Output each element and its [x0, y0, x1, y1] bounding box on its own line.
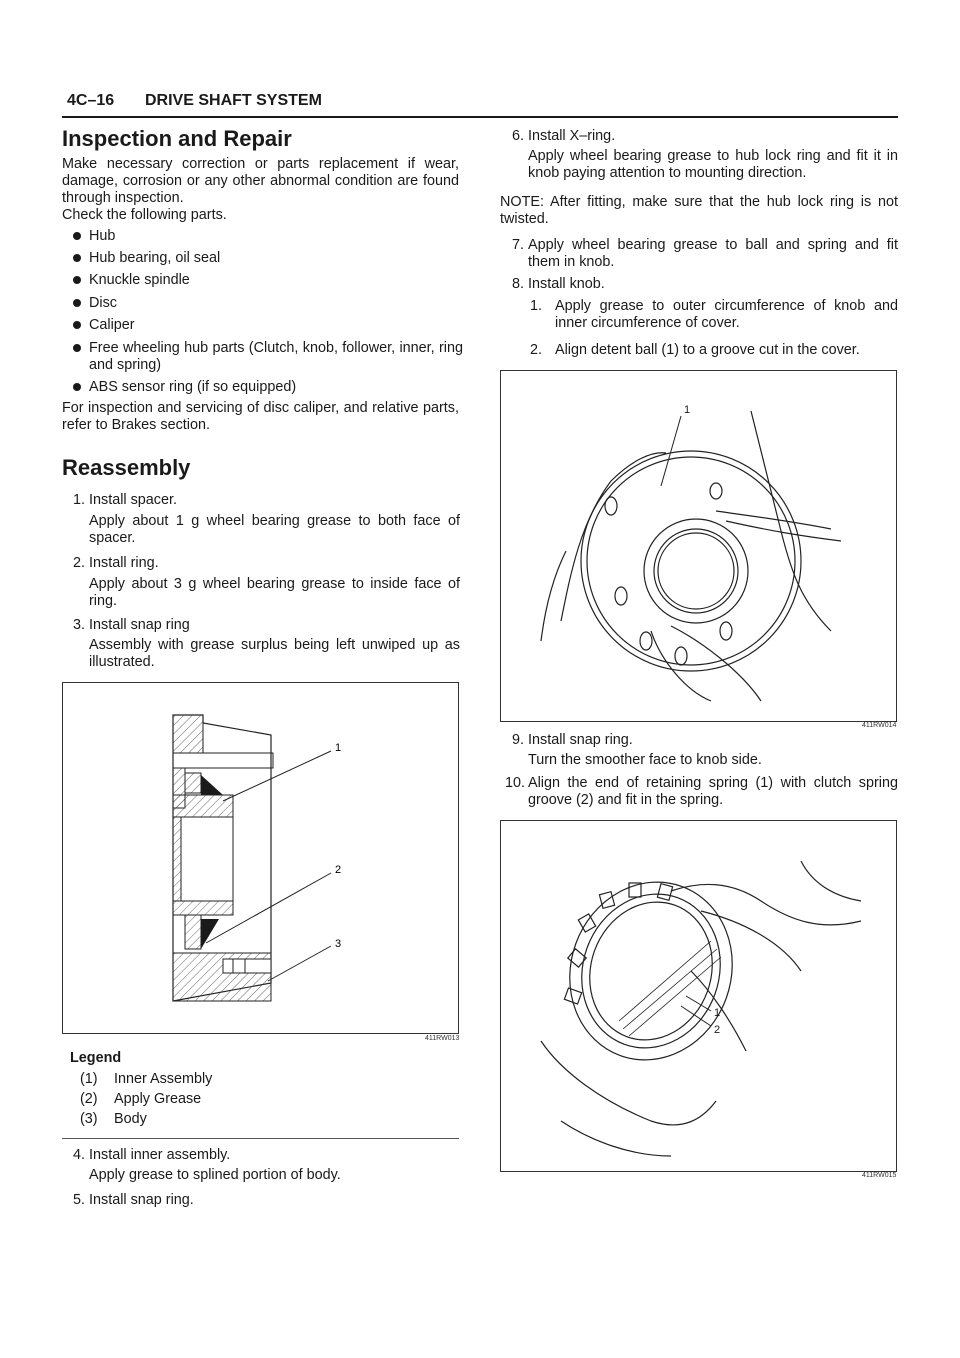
part-item: Hub: [73, 228, 463, 245]
part-item: Hub bearing, oil seal: [73, 250, 463, 267]
substep-number: 1.: [530, 298, 543, 314]
step-title: Install snap ring.: [528, 732, 633, 748]
bullet-icon: [73, 344, 81, 352]
step-detail: Apply grease to splined portion of body.: [89, 1167, 341, 1183]
figure-knob-install: [500, 370, 897, 722]
bullet-icon: [73, 276, 81, 284]
hub-cross-section-drawing: [63, 683, 458, 1033]
legend-label: Apply Grease: [114, 1091, 202, 1107]
part-item: ABS sensor ring (if so equipped): [73, 379, 463, 396]
check-parts-text: Check the following parts.: [62, 207, 227, 223]
figure-caption: 411RW013: [425, 1035, 460, 1042]
figure-hub-cross-section: [62, 682, 459, 1034]
step-title: Install snap ring: [89, 617, 190, 633]
retaining-spring-drawing: [501, 821, 896, 1171]
step-detail: Apply about 1 g wheel bearing grease to both face of spacer.: [89, 513, 460, 546]
step-detail: Turn the smoother face to knob side.: [528, 752, 762, 768]
refer-text: For inspection and servicing of disc caliper, and relative parts, refer to Brakes section.: [62, 400, 459, 433]
step-number: 3.: [73, 617, 86, 633]
inspection-intro: Make necessary correction or parts replacement if wear, damage, corrosion or any other abnormal condition are found through inspection.: [62, 156, 459, 206]
bullet-icon: [73, 254, 81, 262]
callout-1: 1: [684, 404, 691, 416]
step-detail: Assembly with grease surplus being left unwiped up as illustrated.: [89, 637, 460, 670]
bullet-icon: [73, 232, 81, 240]
step-title: Install knob.: [528, 276, 605, 292]
step-title: Install spacer.: [89, 492, 177, 508]
step-title: Install X–ring.: [528, 128, 616, 144]
legend-divider: [62, 1138, 459, 1139]
callout-2: 2: [714, 1024, 721, 1036]
step-number: 2.: [73, 555, 86, 571]
step-number: 7.: [512, 237, 525, 253]
step-title: Install ring.: [89, 555, 159, 571]
reassembly-heading: Reassembly: [62, 455, 191, 480]
step-number: 6.: [512, 128, 525, 144]
step-number: 8.: [512, 276, 525, 292]
part-item: Caliper: [73, 317, 463, 334]
legend-num: (3): [80, 1111, 98, 1127]
legend-title: Legend: [70, 1050, 122, 1066]
legend-num: (2): [80, 1091, 98, 1107]
bullet-icon: [73, 383, 81, 391]
header-rule: [62, 116, 898, 118]
page-number: 4C–16: [67, 92, 115, 109]
legend-label: Inner Assembly: [114, 1071, 213, 1087]
knob-install-drawing: [501, 371, 896, 721]
step-number: 9.: [512, 732, 525, 748]
bullet-icon: [73, 299, 81, 307]
callout-3: 3: [335, 938, 342, 950]
step-title: Apply wheel bearing grease to ball and spring and fit them in knob.: [528, 237, 898, 270]
step-detail: Apply wheel bearing grease to hub lock ring and fit it in knob paying attention to mounting direction.: [528, 148, 898, 181]
callout-1: 1: [714, 1007, 721, 1019]
step-number: 4.: [73, 1147, 86, 1163]
section-title: DRIVE SHAFT SYSTEM: [145, 92, 322, 109]
substep-number: 2.: [530, 342, 543, 358]
legend-label: Body: [114, 1111, 147, 1127]
callout-1: 1: [335, 742, 342, 754]
figure-caption: 411RW015: [862, 1172, 897, 1179]
part-item: Free wheeling hub parts (Clutch, knob, follower, inner, ring and spring): [73, 340, 463, 374]
legend-num: (1): [80, 1071, 98, 1087]
part-item: Knuckle spindle: [73, 272, 463, 289]
note-text: NOTE: After fitting, make sure that the hub lock ring is not twisted.: [500, 194, 898, 227]
figure-retaining-spring: [500, 820, 897, 1172]
substep-text: Align detent ball (1) to a groove cut in the cover.: [555, 342, 860, 358]
step-number: 10.: [505, 775, 526, 791]
step-title: Align the end of retaining spring (1) with clutch spring groove (2) and fit in the spring.: [528, 775, 898, 808]
callout-2: 2: [335, 864, 342, 876]
figure-caption: 411RW014: [862, 722, 897, 729]
step-detail: Apply about 3 g wheel bearing grease to inside face of ring.: [89, 576, 460, 609]
step-number: 5.: [73, 1192, 86, 1208]
step-number: 1.: [73, 492, 86, 508]
step-title: Install snap ring.: [89, 1192, 194, 1208]
part-item: Disc: [73, 295, 463, 312]
step-title: Install inner assembly.: [89, 1147, 231, 1163]
inspection-heading: Inspection and Repair: [62, 126, 292, 151]
bullet-icon: [73, 321, 81, 329]
substep-text: Apply grease to outer circumference of knob and inner circumference of cover.: [555, 298, 898, 331]
